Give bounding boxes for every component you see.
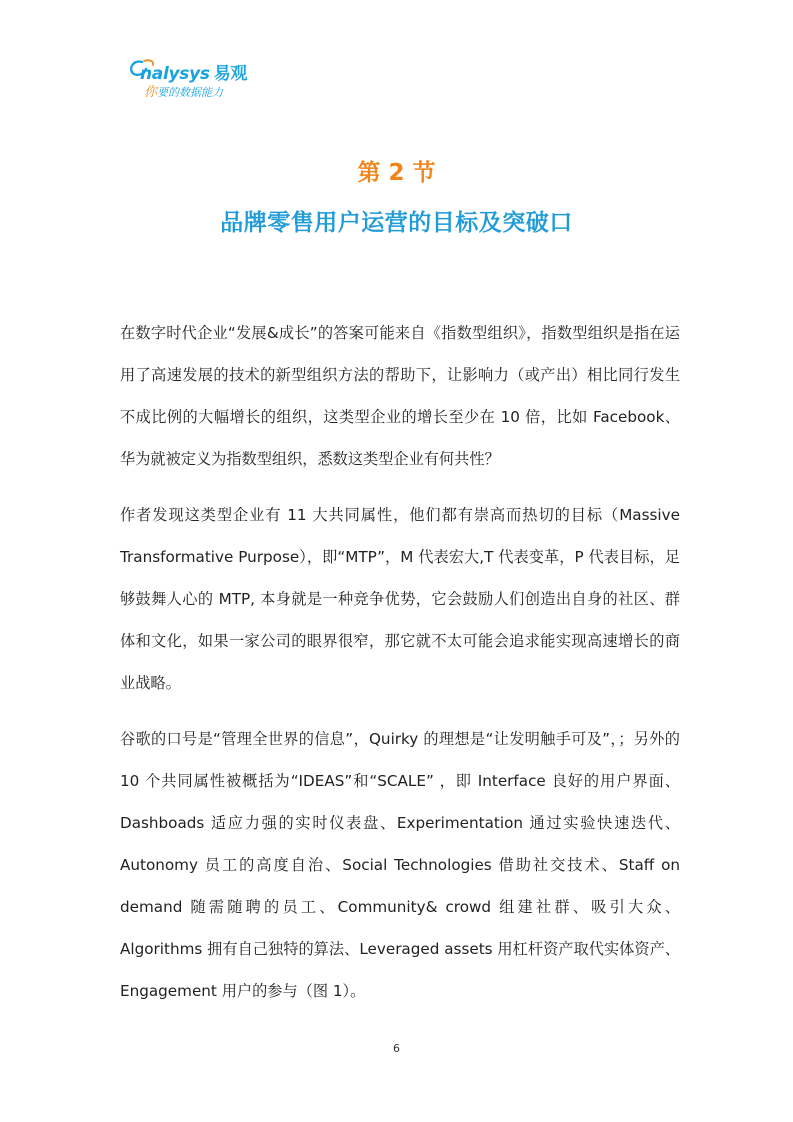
logo-tagline-first: 你 — [144, 85, 158, 100]
section-label: 第 2 节 — [357, 160, 436, 186]
body-text — [120, 312, 680, 1026]
paragraph-3: 谷歌的口号是“管理全世界的信息”，Quirky 的理想是“让发明触手可及”，；另外的 10 个共同属性被概括为“IDEAS”和“SCALE” ，即 Interface 良好的用户界面、Dashboads 适应力强的实时仪表盘、Experimentation 通过实验快速迭代、Autonomy 员工的高度自治、Social Technologies 借助社交技术、Staff on demand 随需随聘的员工、Community& crowd 组建社群、吸引大众、Algorithms 拥有自己独特的算法、Leveraged assets 用杠杆资产取代实体资产、Engagement 用户的参与（图 1）。 — [120, 730, 680, 1000]
analysys-logo — [128, 58, 268, 100]
logo-brand-cn: 易观 — [213, 64, 248, 84]
logo-brand-name: nalysys — [140, 64, 210, 84]
paragraph-1: 在数字时代企业“发展&成长”的答案可能来自《指数型组织》，指数型组织是指在运用了高速发展的技术的新型组织方法的帮助下，让影响力（或产出）相比同行发生不成比例的大幅增长的组织，这类型企业的增长至少在 10 倍，比如 Facebook、华为就被定义为指数型组织，悉数这类型企业有何共性？ — [120, 324, 680, 468]
page-number: 6 — [393, 1042, 400, 1055]
logo-tagline-rest: 要的数据能力 — [157, 86, 224, 99]
paragraph-2: 作者发现这类型企业有 11 大共同属性，他们都有崇高而热切的目标（Massive Transformative Purpose），即“MTP”，M 代表宏大,T 代表变革，P 代表目标，足够鼓舞人心的 MTP, 本身就是一种竞争优势，它会鼓励人们创造出自身的社区、群体和文化，如果一家公司的眼界很窄，那它就不太可能会追求能实现高速增长的商业战略。 — [120, 506, 680, 692]
logo-tagline — [144, 81, 223, 100]
section-title: 品牌零售用户运营的目标及突破口 — [220, 210, 573, 236]
